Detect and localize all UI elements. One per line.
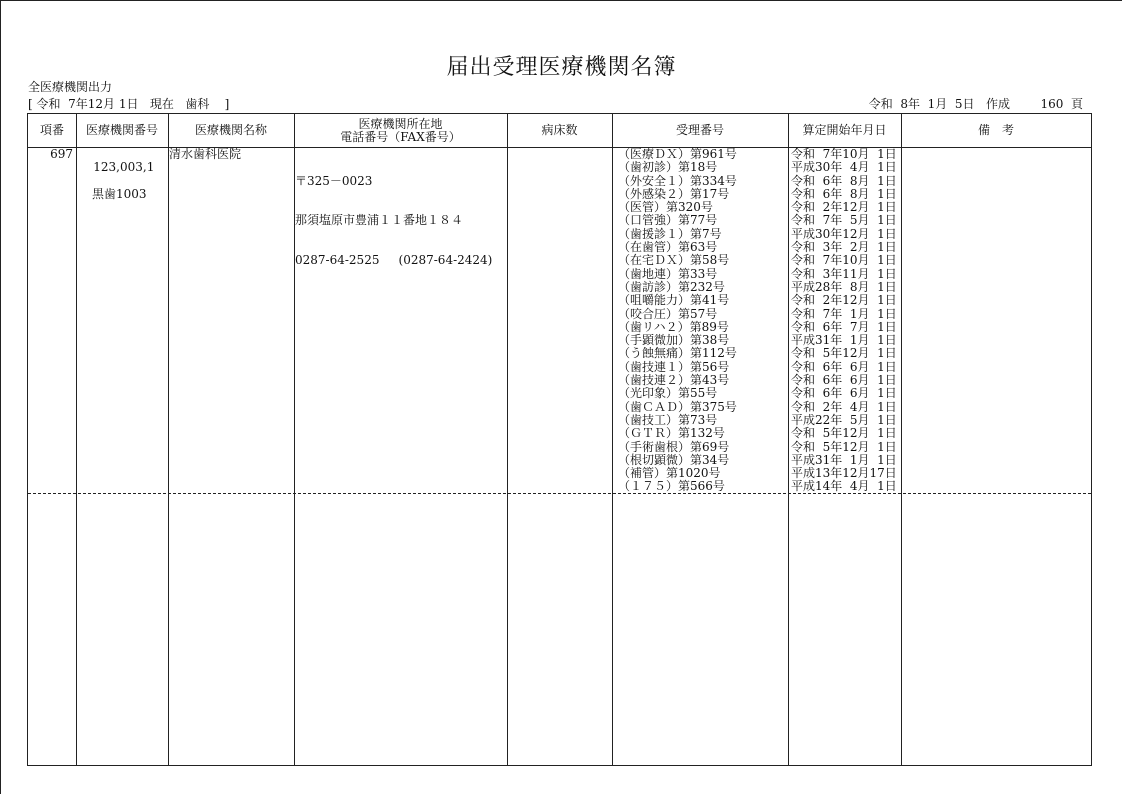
receipt-number-entry: （歯援診１）第7号 <box>618 226 722 241</box>
receipt-number-entry: （外安全１）第334号 <box>618 173 737 188</box>
start-date-entry: 令和 5年12月 1日 <box>791 439 897 454</box>
header-address: 医療機関所在地 <box>358 116 443 131</box>
receipt-number-entry: （光印象）第55号 <box>618 386 718 401</box>
receipt-number-entry: （根切顕微）第34号 <box>618 452 730 467</box>
receipt-number-entry: （医療ＤＸ）第961号 <box>618 147 737 161</box>
receipt-number-entry: （歯初診）第18号 <box>618 160 718 175</box>
institution-sub-code: 黒歯1003 <box>92 186 147 201</box>
column-rule <box>507 114 508 765</box>
start-date-entry: 令和 6年 8月 1日 <box>791 186 897 201</box>
receipt-number-entry: （歯地連）第33号 <box>618 266 718 281</box>
row-institution-number <box>78 148 154 228</box>
output-scope-label: 全医療機関出力 <box>28 80 113 94</box>
receipt-number-entry: （在歯管）第63号 <box>618 240 718 255</box>
start-date-entry: 令和 6年 6月 1日 <box>791 386 897 401</box>
row-item-no: 697 <box>50 147 73 161</box>
receipt-number-entry: （咬合圧）第57号 <box>618 306 718 321</box>
start-date-entry: 令和 7年10月 1日 <box>791 253 897 268</box>
receipt-number-entry: （ＧＴＲ）第132号 <box>618 426 725 441</box>
receipt-number-entry: （歯ＣＡＤ）第375号 <box>618 399 737 414</box>
as-of-date: [ 令和 7年12月 1日 現在 歯科 ] <box>28 97 230 111</box>
start-date-entry: 令和 3年11月 1日 <box>791 266 897 281</box>
phone-fax: 0287-64-2525 (0287-64-2424) <box>295 253 493 268</box>
start-date-entry: 令和 6年 7月 1日 <box>791 319 897 334</box>
start-date-entry: 平成22年 5月 1日 <box>791 412 897 427</box>
receipt-number-entry: （歯技連１）第56号 <box>618 359 730 374</box>
receipt-number-entry: （外感染２）第17号 <box>618 186 730 201</box>
created-date-and-page: 令和 8年 1月 5日 作成 160 頁 <box>868 97 1083 111</box>
row-address-phone <box>295 148 492 294</box>
postal-code: 〒325－0023 <box>295 173 373 188</box>
receipt-number-entry: （補管）第1020号 <box>618 466 721 481</box>
receipt-number-entry: （在宅ＤＸ）第58号 <box>618 253 730 268</box>
receipt-number-entry: （歯技連２）第43号 <box>618 373 730 388</box>
start-date-entry: 平成14年 4月 1日 <box>791 479 897 494</box>
start-date-entry: 令和 6年 8月 1日 <box>791 173 897 188</box>
column-rule <box>76 114 77 765</box>
start-date-entry: 令和 6年 6月 1日 <box>791 373 897 388</box>
start-date-entry: 平成28年 8月 1日 <box>791 279 897 294</box>
start-date-entry: 令和 5年12月 1日 <box>791 346 897 361</box>
receipt-number-entry: （咀嚼能力）第41号 <box>618 293 730 308</box>
start-date-entry: 令和 7年 1月 1日 <box>791 306 897 321</box>
start-date-entry: 平成31年 1月 1日 <box>791 333 897 348</box>
start-date-entry: 令和 3年 2月 1日 <box>791 240 897 255</box>
start-date-entry: 令和 2年12月 1日 <box>791 293 897 308</box>
header-item-no: 項番 <box>39 123 64 137</box>
receipt-number-entry: （歯リハ２）第89号 <box>618 319 729 334</box>
receipt-number-entry: （口管強）第77号 <box>618 213 718 228</box>
start-date-entry: 令和 7年10月 1日 <box>791 147 897 161</box>
start-date-entry: 令和 6年 6月 1日 <box>791 359 897 374</box>
receipt-number-entry: （医管）第320号 <box>618 200 713 215</box>
header-remarks: 備 考 <box>977 123 1014 137</box>
column-rule <box>168 114 169 765</box>
start-date-entry: 平成13年12月17日 <box>791 466 897 481</box>
receipt-number-entry: （う蝕無痛）第112号 <box>618 346 737 361</box>
start-date-entry: 平成31年 1月 1日 <box>791 452 897 467</box>
start-date-entry: 平成30年 4月 1日 <box>791 160 897 175</box>
start-date-entry: 令和 2年 4月 1日 <box>791 399 897 414</box>
institution-code: 123,003,1 <box>93 160 155 175</box>
row-institution-name: 清水歯科医院 <box>169 147 242 161</box>
receipt-number-entry: （手術歯根）第69号 <box>618 439 730 454</box>
header-receipt-number: 受理番号 <box>675 123 724 137</box>
report-title: 届出受理医療機関名簿 <box>446 55 677 80</box>
start-date-list <box>791 148 897 494</box>
street-address: 那須塩原市豊浦１１番地１８４ <box>295 213 464 228</box>
start-date-entry: 令和 5年12月 1日 <box>791 426 897 441</box>
receipt-number-entry: （手顕微加）第38号 <box>618 333 730 348</box>
start-date-entry: 令和 2年12月 1日 <box>791 200 897 215</box>
column-rule <box>901 114 902 765</box>
start-date-entry: 平成30年12月 1日 <box>791 226 897 241</box>
column-rule <box>788 114 789 765</box>
receipt-number-entry: （歯訪診）第232号 <box>618 279 725 294</box>
receipt-number-list <box>618 148 737 494</box>
column-rule <box>612 114 613 765</box>
registry-table <box>27 113 1092 766</box>
record-divider-dashed <box>28 493 1091 494</box>
header-institution-name: 医療機関名称 <box>194 123 267 137</box>
receipt-number-entry: （歯技工）第73号 <box>618 412 718 427</box>
header-institution-number: 医療機関番号 <box>85 123 158 137</box>
header-start-date: 算定開始年月日 <box>802 123 887 137</box>
receipt-number-entry: （１７５）第566号 <box>618 479 725 494</box>
start-date-entry: 令和 7年 5月 1日 <box>791 213 897 228</box>
header-address-phone <box>294 114 507 147</box>
header-phone-fax: 電話番号（FAX番号） <box>340 129 461 144</box>
header-beds: 病床数 <box>541 123 578 137</box>
